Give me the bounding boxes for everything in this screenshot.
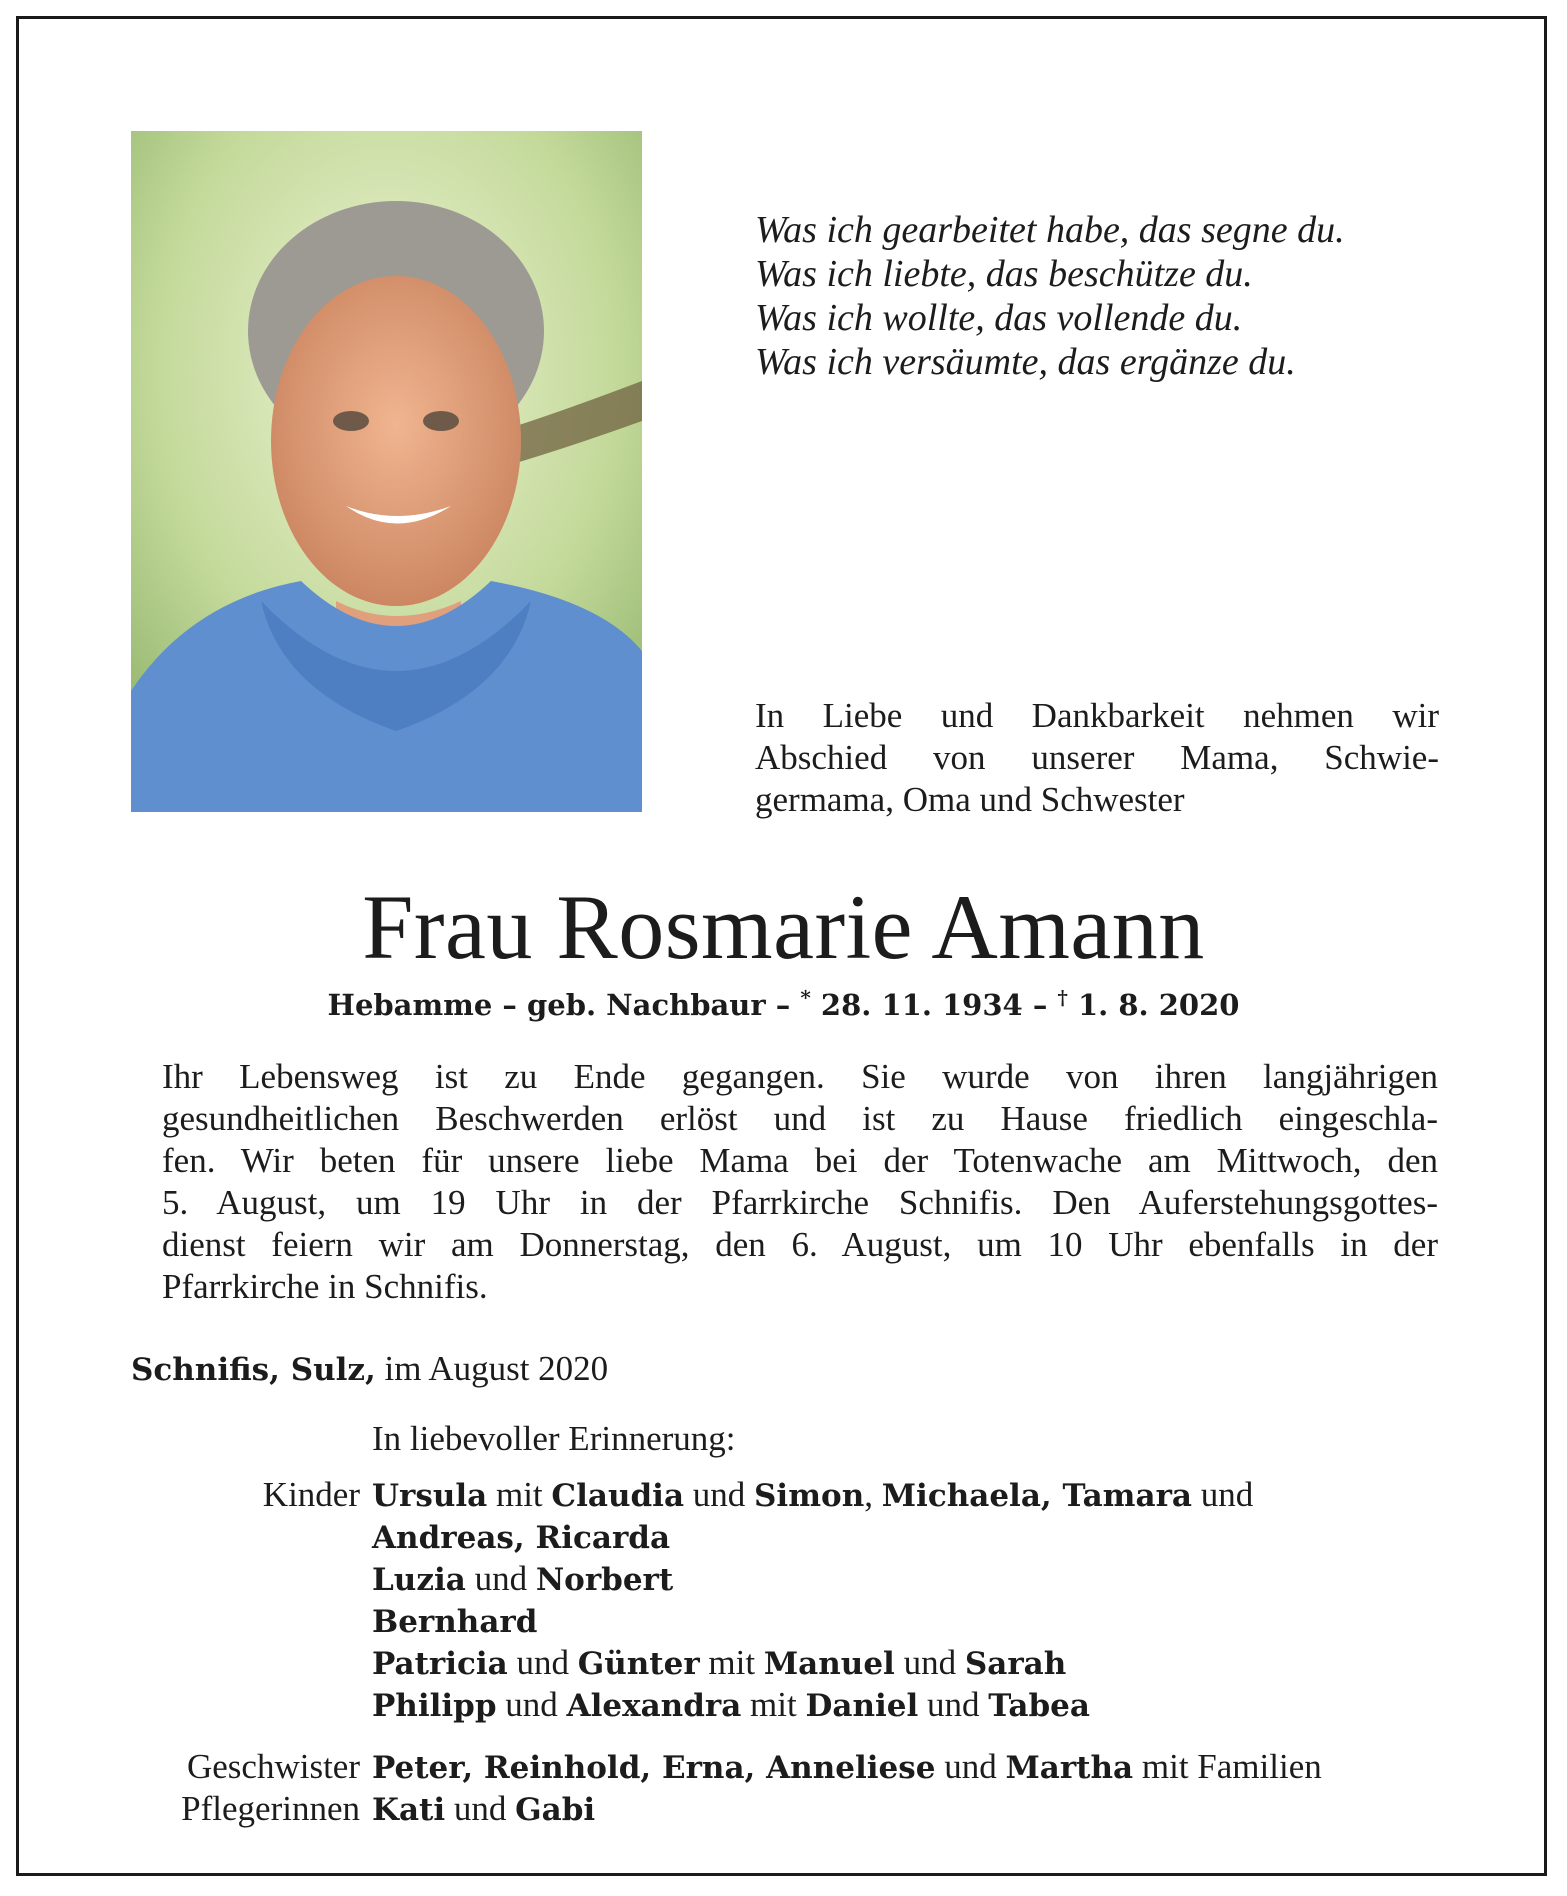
family-member-name: Philipp	[372, 1688, 497, 1724]
family-member-name: Patricia	[372, 1646, 508, 1682]
portrait-photo-icon	[131, 131, 642, 812]
family-line	[372, 1642, 1066, 1685]
connector-text: mit	[487, 1475, 552, 1514]
family-member-name: Michaela, Tamara	[881, 1478, 1192, 1514]
verse-line: Was ich versäumte, das ergänze du.	[755, 341, 1296, 383]
family-line	[372, 1474, 1253, 1517]
connector-text: ,	[864, 1475, 882, 1514]
verse-line: Was ich liebte, das beschütze du.	[755, 253, 1253, 295]
death-date: 1. 8. 2020	[1067, 988, 1240, 1022]
family-member-name: Günter	[577, 1646, 700, 1682]
family-member-name: Manuel	[763, 1646, 895, 1682]
family-line	[372, 1684, 1090, 1727]
verse	[755, 208, 1475, 384]
place-names: Schnifis, Sulz,	[131, 1352, 376, 1388]
death-cross-icon: †	[1057, 985, 1068, 1010]
date-text: im August 2020	[375, 1349, 609, 1388]
family-member-name: Alexandra	[566, 1688, 742, 1724]
label-pflegerinnen: Pflegerinnen	[181, 1789, 360, 1828]
family-member-name: Daniel	[805, 1688, 919, 1724]
body-text	[162, 1056, 1438, 1308]
connector-text: und	[935, 1747, 1006, 1786]
life-dates	[0, 985, 1567, 1025]
family-line	[372, 1788, 595, 1831]
connector-text: mit	[741, 1685, 806, 1724]
body-line: gesundheitlichen Beschwerden erlöst und ist zu Hause friedlich eingeschla-	[162, 1099, 1438, 1138]
family-member-name: Luzia	[372, 1562, 466, 1598]
family-member-name: Claudia	[551, 1478, 685, 1514]
family-member-name: Kati	[372, 1792, 446, 1828]
intro-line: germama, Oma und Schwester	[755, 780, 1185, 819]
connector-text: und	[1192, 1475, 1254, 1514]
family-member-name: Simon	[754, 1478, 865, 1514]
connector-text: und	[507, 1643, 578, 1682]
memory-heading: In liebevoller Erinnerung:	[372, 1419, 736, 1458]
verse-line: Was ich wollte, das vollende du.	[755, 297, 1243, 339]
birth-star-icon: *	[800, 985, 811, 1010]
place-date	[131, 1348, 608, 1391]
birth-date: 28. 11. 1934 –	[810, 988, 1058, 1022]
connector-text: mit	[699, 1643, 764, 1682]
connector-text: und	[684, 1475, 755, 1514]
body-line: Ihr Lebensweg ist zu Ende gegangen. Sie wurde von ihren langjährigen	[162, 1057, 1438, 1096]
family-line	[372, 1516, 670, 1559]
connector-text: und	[918, 1685, 989, 1724]
family-member-name: Norbert	[535, 1562, 674, 1598]
verse-line: Was ich gearbeitet habe, das segne du.	[755, 209, 1345, 251]
family-member-name: Bernhard	[372, 1604, 538, 1640]
label-geschwister: Geschwister	[186, 1747, 360, 1786]
family-line	[372, 1600, 537, 1643]
family-member-name: Martha	[1005, 1750, 1134, 1786]
connector-text: mit Familien	[1133, 1747, 1322, 1786]
family-member-name: Peter, Reinhold, Erna, Anneliese	[372, 1750, 936, 1786]
connector-text: und	[894, 1643, 965, 1682]
connector-text: und	[445, 1789, 516, 1828]
portrait-photo	[131, 131, 642, 812]
connector-text: und	[465, 1559, 536, 1598]
family-member-name: Andreas, Ricarda	[372, 1520, 671, 1556]
profession-maiden-name: Hebamme – geb. Nachbaur –	[327, 988, 801, 1022]
label-kinder: Kinder	[262, 1475, 360, 1514]
family-member-name: Tabea	[988, 1688, 1090, 1724]
family-member-name: Ursula	[372, 1478, 488, 1514]
family-member-name: Gabi	[515, 1792, 596, 1828]
family-member-name: Sarah	[964, 1646, 1067, 1682]
body-line: fen. Wir beten für unsere liebe Mama bei der Totenwache am Mittwoch, den	[162, 1141, 1438, 1180]
intro-text	[755, 695, 1439, 821]
deceased-name: Frau Rosmarie Amann	[362, 876, 1205, 978]
body-line: Pfarrkirche in Schnifis.	[162, 1267, 488, 1306]
intro-line: In Liebe und Dankbarkeit nehmen wir	[755, 696, 1439, 735]
family-line	[372, 1746, 1322, 1789]
connector-text: und	[496, 1685, 567, 1724]
family-line	[372, 1558, 673, 1601]
intro-line: Abschied von unserer Mama, Schwie-	[755, 738, 1439, 777]
body-line: dienst feiern wir am Donnerstag, den 6. August, um 10 Uhr ebenfalls in der	[162, 1225, 1438, 1264]
body-line: 5. August, um 19 Uhr in der Pfarrkirche Schnifis. Den Auferstehungsgottes-	[162, 1183, 1438, 1222]
